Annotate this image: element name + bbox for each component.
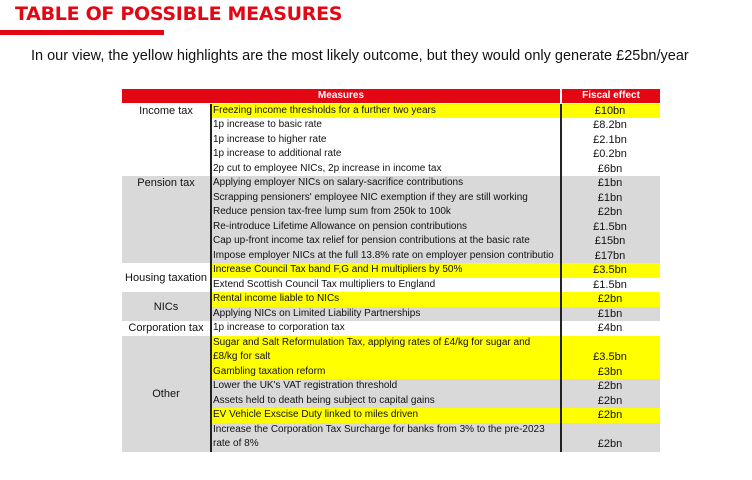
fiscal-effect-cell: £4bn (597, 322, 623, 334)
group-label: Income tax (122, 104, 210, 177)
table-row (210, 408, 660, 423)
title-underline (0, 30, 164, 35)
fiscal-effect-cell: £3.5bn (593, 351, 627, 363)
table-row (210, 307, 660, 322)
table-row (210, 147, 660, 162)
header-fiscal-effect: Fiscal effect (562, 89, 660, 103)
measure-cell: EV Vehicle Exscise Duty linked to miles driven (213, 409, 419, 420)
column-divider (560, 104, 562, 452)
measure-cell: Cap up-front income tax relief for pension contributions at the basic rate (213, 235, 530, 246)
table-row (210, 249, 660, 264)
table-row (210, 133, 660, 148)
group-label: Housing taxation (122, 263, 210, 292)
table-row (210, 292, 660, 307)
table-row (210, 278, 660, 293)
fiscal-effect-cell: £8.2bn (593, 119, 627, 131)
table-row (210, 205, 660, 220)
table-row (210, 365, 660, 380)
table-row (210, 191, 660, 206)
measure-cell: Extend Scottish Council Tax multipliers to England (213, 278, 436, 290)
fiscal-effect-cell: £1.5bn (593, 278, 627, 291)
header-measures: Measures (122, 89, 560, 103)
measure-cell: Increase the Corporation Tax Surcharge for banks from 3% to the pre-2023 rate of 8% (213, 423, 545, 449)
fiscal-effect-cell: £2bn (597, 409, 623, 421)
fiscal-effect-cell: £2bn (597, 394, 623, 407)
measure-cell: Scrapping pensioners' employee NIC exemption if they are still working (213, 191, 528, 203)
table-row (210, 336, 660, 365)
group-label: Corporation tax (122, 321, 210, 336)
table-row (210, 423, 660, 452)
measure-cell: 1p increase to basic rate (213, 119, 322, 130)
table-row (210, 263, 660, 278)
table-row (210, 394, 660, 409)
measure-cell: Increase Council Tax band F,G and H multipliers by 50% (213, 264, 463, 275)
table-row (210, 176, 660, 191)
measure-cell: Assets held to death being subject to capital gains (213, 394, 435, 406)
measure-cell: Reduce pension tax-free lump sum from 250k to 100k (213, 206, 451, 217)
measure-cell: Re-introduce Lifetime Allowance on pension contributions (213, 220, 468, 232)
table-row (210, 118, 660, 133)
measure-cell: Lower the UK's VAT registration threshold (213, 380, 398, 391)
fiscal-effect-cell: £2.1bn (593, 133, 627, 146)
measure-cell: 1p increase to higher rate (213, 133, 327, 145)
table-row (210, 220, 660, 235)
fiscal-effect-cell: £15bn (594, 235, 626, 247)
measure-cell: Impose employer NICs at the full 13.8% rate on employer pension contributio (213, 249, 554, 261)
page-title: TABLE OF POSSIBLE MEASURES (15, 3, 343, 25)
fiscal-effect-cell: £1bn (597, 191, 623, 204)
group-label: Pension tax (122, 176, 210, 263)
measure-cell: 2p cut to employee NICs, 2p increase in income tax (213, 162, 442, 174)
measure-cell: Applying NICs on Limited Liability Partnerships (213, 307, 421, 319)
measure-cell: Rental income liable to NICs (213, 293, 340, 304)
fiscal-effect-cell: £1.5bn (593, 220, 627, 233)
table-row (210, 321, 660, 336)
fiscal-effect-cell: £1bn (597, 177, 623, 189)
fiscal-effect-cell: £10bn (594, 104, 626, 117)
measure-cell: 1p increase to additional rate (213, 148, 342, 159)
table-row (210, 162, 660, 177)
subtitle: In our view, the yellow highlights are the most likely outcome, but they would only generate £25bn/year (31, 48, 689, 64)
fiscal-effect-cell: £2bn (597, 438, 623, 450)
measure-cell: 1p increase to corporation tax (213, 322, 345, 333)
measure-cell: Freezing income thresholds for a further two years (213, 104, 436, 116)
fiscal-effect-cell: £17bn (594, 249, 626, 262)
measure-cell: Sugar and Salt Reformulation Tax, applying rates of £4/kg for sugar and £8/kg for salt (213, 336, 531, 362)
fiscal-effect-cell: £2bn (597, 293, 623, 305)
fiscal-effect-cell: £1bn (597, 307, 623, 320)
fiscal-effect-cell: £0.2bn (593, 148, 627, 160)
column-divider (210, 104, 212, 452)
table-row (210, 104, 660, 119)
fiscal-effect-cell: £3.5bn (593, 264, 627, 276)
table-row (210, 379, 660, 394)
fiscal-effect-cell: £3bn (597, 365, 623, 378)
fiscal-effect-cell: £2bn (597, 380, 623, 392)
fiscal-effect-cell: £2bn (597, 206, 623, 218)
table-row (210, 234, 660, 249)
fiscal-effect-cell: £6bn (597, 162, 623, 175)
measure-cell: Gambling taxation reform (213, 365, 326, 377)
measure-cell: Applying employer NICs on salary-sacrifice contributions (213, 177, 464, 188)
group-label: NICs (122, 292, 210, 321)
group-label: Other (122, 336, 210, 452)
